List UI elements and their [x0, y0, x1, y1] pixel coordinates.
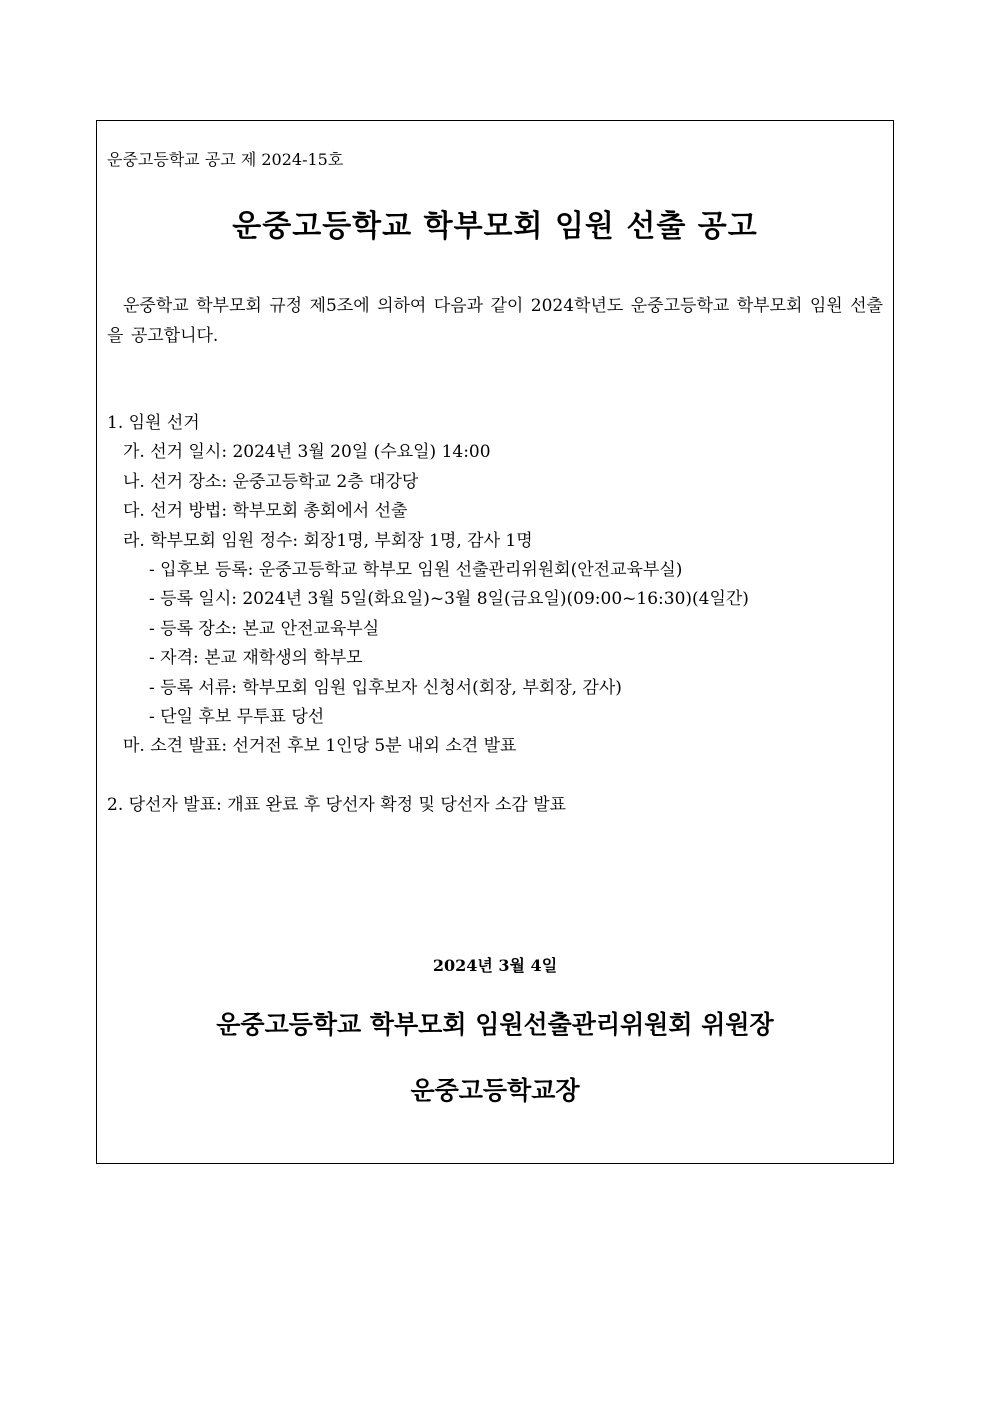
- subitem-registration-place: - 등록 장소: 본교 안전교육부실: [149, 618, 380, 639]
- notice-date: 2024년 3월 4일: [432, 956, 558, 975]
- principal: 운중고등학교장: [410, 1076, 580, 1105]
- subitem-candidate-registration: - 입후보 등록: 운중고등학교 학부모 임원 선출관리위원회(안전교육부실): [149, 560, 683, 581]
- subitem-single-candidate: - 단일 후보 무투표 당선: [149, 707, 325, 728]
- item-election-datetime: 가. 선거 일시: 2024년 3월 20일 (수요일) 14:00: [123, 442, 491, 463]
- item-election-method: 다. 선거 방법: 학부모회 총회에서 선출: [123, 501, 408, 522]
- spacer: [107, 762, 883, 791]
- notice-box: [96, 120, 894, 1164]
- section-heading-announcement: 2. 당선자 발표: 개표 완료 후 당선자 확정 및 당선자 소감 발표: [107, 794, 567, 815]
- issuer: 운중고등학교 학부모회 임원선출관리위원회 위원장: [216, 1010, 774, 1039]
- subitem-registration-documents: - 등록 서류: 학부모회 임원 입후보자 신청서(회장, 부회장, 감사): [149, 677, 622, 698]
- notice-number: 운중고등학교 공고 제 2024-15호: [107, 150, 344, 169]
- subitem-registration-period: - 등록 일시: 2024년 3월 5일(화요일)~3월 8일(금요일)(09:00~16:30)(4일간): [149, 589, 749, 610]
- item-officer-count: 라. 학부모회 임원 정수: 회장1명, 부회장 1명, 감사 1명: [123, 530, 533, 551]
- page-title: 운중고등학교 학부모회 임원 선출 공고: [232, 209, 758, 244]
- election-details: [107, 409, 883, 820]
- item-election-place: 나. 선거 장소: 운중고등학교 2층 대강당: [123, 471, 419, 492]
- intro-paragraph: 운중학교 학부모회 규정 제5조에 의하여 다음과 같이 2024학년도 운중고등학교 학부모회 임원 선출을 공고합니다.: [107, 296, 883, 346]
- subitem-eligibility: - 자격: 본교 재학생의 학부모: [149, 648, 363, 669]
- section-heading-election: 1. 임원 선거: [107, 413, 200, 433]
- item-speech: 마. 소견 발표: 선거전 후보 1인당 5분 내외 소견 발표: [123, 736, 517, 757]
